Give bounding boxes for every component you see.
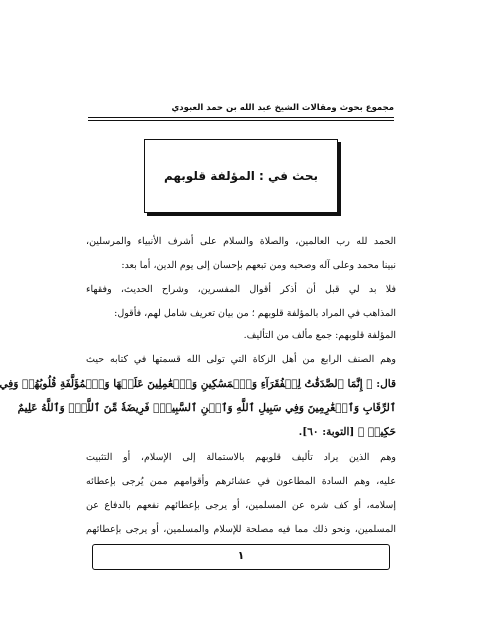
paragraph-preface: [86, 278, 396, 326]
body-line: الحمد لله رب العالمين، والصلاة والسلام على أشرف الأنبياء والمرسلين،: [86, 236, 396, 247]
body-line: المذاهب في المراد بالمؤلفة قلوبهم ؛ من بيان تعريف شامل لهم، فأقول:: [114, 308, 396, 319]
header-rule-thin: [88, 120, 394, 121]
paragraph-intro: [86, 230, 396, 278]
body-line: المسلمين، ونحو ذلك مما فيه مصلحة للإسلام والمسلمين، أو يرجى بإعطائهم: [86, 524, 396, 535]
header-title: مجموع بحوث ومقالات الشيخ عبد الله بن حمد العبودي: [171, 103, 394, 113]
body-line: المؤلفة قلوبهم: جمع مألف من التأليف.: [243, 330, 396, 341]
header-rule: [88, 117, 394, 118]
heading-box: [144, 139, 338, 213]
page-number: ١: [237, 549, 245, 562]
verse-line: حَكِيمٞ ﴾ [التوبة: ٦٠].: [298, 426, 396, 438]
verse-line: ٱلرِّقَابِ وَٱلۡغَٰرِمِينَ وَفِي سَبِيلِ ٱللَّهِ وَٱبۡنِ ٱلسَّبِيلِۖ فَرِيضَةٗ مِّنَ ٱللَّهِۗ وَٱللَّهُ عَلِيمٌ: [17, 402, 396, 414]
paragraph-verse: [0, 348, 396, 444]
page-footer: [92, 544, 390, 570]
body-line: وهم الذين يراد تأليف قلوبهم بالاستمالة إلى الإسلام، أو التثبيت: [86, 452, 396, 463]
body-line: وهم الصنف الرابع من أهل الزكاة التي تولى الله قسمتها في كتابه حيث: [86, 354, 396, 365]
body-line: عليه، وهم السادة المطاعون في عشائرهم وأقوامهم ممن يُرجى بإعطائه: [86, 476, 396, 487]
paragraph-definition: [86, 324, 396, 348]
heading-title: بحث في : المؤلفة قلوبهم: [163, 169, 319, 183]
verse-line: قال: ﴿ إِنَّمَا ٱلصَّدَقَٰتُ لِلۡفُقَرَآءِ وَٱلۡمَسَٰكِينِ وَٱلۡعَٰمِلِينَ عَلَيۡهَا وَٱلۡمُؤَلَّفَةِ قُلُوبُهُمۡ وَفِي: [0, 378, 396, 390]
body-line: فلا بد لي قبل أن أذكر أقوال المفسرين، وشراح الحديث، وفقهاء: [86, 284, 396, 295]
paragraph-explanation: [86, 446, 396, 542]
running-header: [88, 103, 394, 117]
body-line: نبينا محمد وعلى آله وصحبه ومن تبعهم بإحسان إلى يوم الدين، أما بعد:: [121, 260, 396, 271]
body-line: إسلامه، أو كف شره عن المسلمين، أو يرجى بإعطائهم نفعهم بالدفاع عن: [86, 500, 396, 511]
